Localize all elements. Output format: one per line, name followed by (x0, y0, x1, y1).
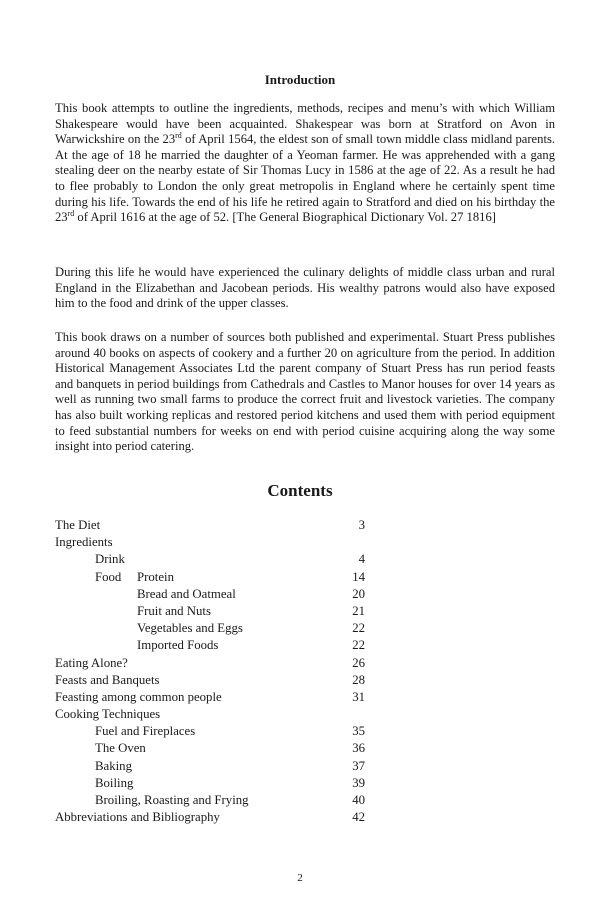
toc-entry-page: 3 (358, 518, 365, 532)
toc-entry-page: 22 (352, 621, 365, 636)
toc-entry-page: 22 (352, 638, 365, 653)
toc-entry (55, 620, 365, 637)
toc-entry-label: Abbreviations and Bibliography (55, 810, 220, 825)
toc-entry-label: Imported Foods (137, 638, 219, 653)
toc-entry (55, 758, 365, 775)
toc-entry-label: Baking (95, 758, 132, 773)
introduction-heading: Introduction (264, 72, 336, 87)
toc-entry-label: Boiling (95, 775, 134, 790)
toc-entry-label: Feasting among common people (55, 689, 222, 704)
toc-entry (55, 586, 365, 603)
toc-entry (55, 517, 365, 534)
ordinal-superscript: rd (175, 131, 182, 140)
intro-p2-text: During this life he would have experienced the culinary delights of middle class urban and rural England in the Elizabethan and Jacobean periods. His wealthy patrons would also have exposed him to the food and drink of the upper classes. (55, 265, 555, 311)
toc-entry-label: Fuel and Fireplaces (95, 724, 196, 739)
toc-entry-label: Fruit and Nuts (137, 603, 211, 618)
toc-entry-label: Cooking Techniques (55, 707, 161, 722)
toc-entry (55, 775, 365, 792)
toc-entry-page: 40 (352, 793, 365, 807)
toc-entry-page: 39 (352, 775, 365, 790)
toc-entry-page: 21 (352, 603, 365, 618)
page-number: 2 (297, 872, 303, 884)
intro-paragraph-3 (55, 330, 555, 455)
toc-entry-page: 26 (352, 655, 365, 670)
toc-entry-label: The Oven (95, 741, 146, 756)
toc-entry (55, 740, 365, 757)
toc-entry-page: 14 (352, 569, 365, 584)
toc-entry-label: The Diet (55, 518, 101, 532)
toc-entry-page: 4 (358, 552, 365, 567)
ordinal-superscript: rd (67, 208, 75, 218)
toc-entry (55, 551, 365, 568)
toc-entry (55, 603, 365, 620)
intro-p1-part-a: This book attempts to outline the ingredients, methods, recipes and menu’s with which William Shakespeare would have been acquainted. Shakespear was born at Stratford on Avon in Warwickshire on the 23 (55, 101, 555, 147)
toc-entry-page: 42 (352, 810, 365, 825)
toc-entry-label: Bread and Oatmeal (137, 586, 236, 601)
toc-entry-label: Food (95, 569, 122, 584)
toc-entry-label: Broiling, Roasting and Frying (95, 793, 249, 807)
toc-entry-page: 36 (352, 741, 365, 756)
toc-entry (55, 723, 365, 740)
intro-paragraph-1 (55, 101, 555, 226)
toc-entry-label: Eating Alone? (55, 655, 128, 670)
toc-entry (55, 534, 365, 551)
table-of-contents (55, 517, 365, 826)
intro-p1-part-b: of April 1564, the eldest son of small town middle class midland parents. At the age of 18 he married the daughter of a Yeoman farmer. He was apprehended with a gang stealing deer on the nearby estate of Sir Thomas Lucy in 1586 at the age of 22. As a result he had to flee probably to London the only great metropolis in England where he certainly spent time during his life. Towards the end of his life he retired again to Stratford and died on his birthday the 23 (55, 132, 555, 225)
contents-heading: Contents (267, 481, 333, 500)
toc-entry (55, 706, 365, 723)
toc-entry-page: 31 (352, 689, 365, 704)
toc-entry-sublabel: Protein (137, 569, 174, 584)
toc-entry (55, 655, 365, 672)
toc-entry-label: Feasts and Banquets (55, 672, 160, 687)
toc-entry-page: 28 (352, 672, 365, 687)
toc-entry (55, 792, 365, 809)
toc-entry (55, 569, 365, 586)
toc-entry-label: Drink (95, 552, 125, 567)
toc-entry-page: 35 (352, 724, 365, 739)
intro-p1-part-c: of April 1616 at the age of 52. [The General Biographical Dictionary Vol. 27 1816] (74, 210, 496, 225)
toc-entry (55, 672, 365, 689)
toc-entry-label: Vegetables and Eggs (137, 621, 243, 636)
toc-entry-page: 37 (352, 758, 365, 773)
toc-entry-page: 20 (352, 586, 365, 601)
toc-entry (55, 809, 365, 826)
intro-paragraph-2 (55, 265, 555, 312)
toc-entry (55, 689, 365, 706)
toc-entry-label: Ingredients (55, 535, 113, 550)
toc-entry (55, 637, 365, 654)
intro-p3-text: This book draws on a number of sources both published and experimental. Stuart Press publishes around 40 books on aspects of cookery and a further 20 on agriculture from the period. In addition Historical Management Associates Ltd the parent company of Stuart Press has run period feasts and banquets in period buildings from Cathedrals and Castles to Manor houses for over 14 years as well as running two small farms to produce the correct fruit and livestock varieties. The company has also built working replicas and restored period kitchens and used them with period equipment to feed substantial numbers for weeks on end with period cuisine acquiring along the way some insight into period catering. (55, 330, 555, 454)
